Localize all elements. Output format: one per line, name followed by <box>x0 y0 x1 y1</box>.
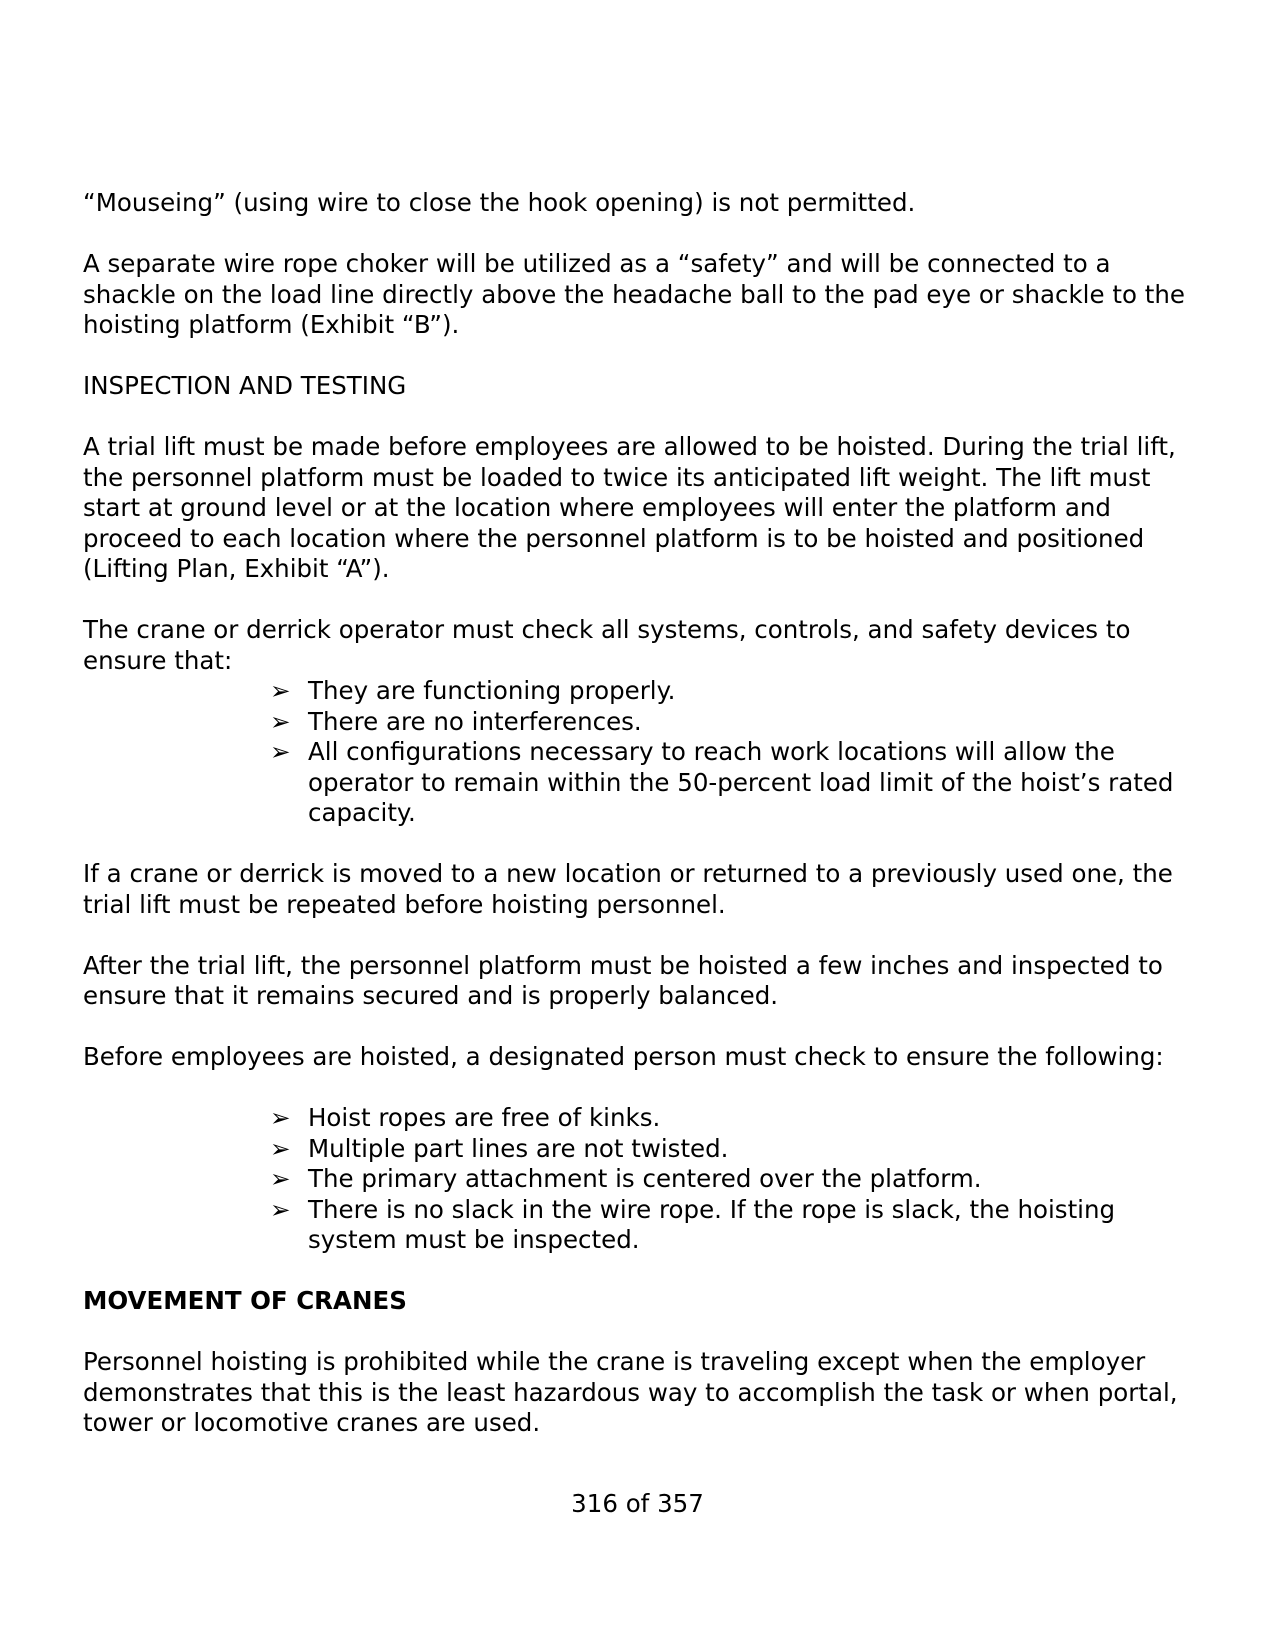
paragraph-safety-choker: A separate wire rope choker will be utilized as a “safety” and will be connected to a shackle on the load line directly above the headache ball to the pad eye or shackle to the hoisting platform (Exhibit “B”). <box>83 249 1185 339</box>
arrow-bullet-icon: ➢ <box>270 706 291 736</box>
paragraph-mouseing: “Mouseing” (using wire to close the hook opening) is not permitted. <box>83 188 916 217</box>
list-item <box>270 737 1203 829</box>
list-item-text: They are functioning properly. <box>308 676 676 705</box>
paragraph-operator-check: The crane or derrick operator must check all systems, controls, and safety devices to ensure that: <box>83 615 1131 675</box>
arrow-bullet-icon: ➢ <box>270 737 291 766</box>
paragraph-after-trial-lift: After the trial lift, the personnel platform must be hoisted a few inches and inspected to ensure that it remains secured and is properly balanced. <box>83 950 1163 1010</box>
paragraph-trial-lift: A trial lift must be made before employees are allowed to be hoisted. During the trial lift, the personnel platform must be loaded to twice its anticipated lift weight. The lift must start at ground level or at the location where employees will enter the platform and proceed to each location where the personnel platform is to be hoisted and positioned (Lifting Plan, Exhibit “A”). <box>83 432 1176 583</box>
list-item-text: The primary attachment is centered over the platform. <box>308 1164 982 1193</box>
paragraph-crane-moved: If a crane or derrick is moved to a new location or returned to a previously used one, the trial lift must be repeated before hoisting personnel. <box>83 859 1173 919</box>
list-item <box>270 676 1203 707</box>
list-item-text: Multiple part lines are not twisted. <box>308 1133 729 1163</box>
document-page <box>83 188 1203 1469</box>
list-item <box>270 707 1203 738</box>
list-item-text: Hoist ropes are free of kinks. <box>308 1103 661 1132</box>
heading-inspection-and-testing: INSPECTION AND TESTING <box>83 371 407 400</box>
paragraph-designated-person: Before employees are hoisted, a designated person must check to ensure the following: <box>83 1042 1164 1071</box>
designated-person-check-list <box>83 1103 1203 1256</box>
arrow-bullet-icon: ➢ <box>270 1133 291 1163</box>
heading-movement-of-cranes: MOVEMENT OF CRANES <box>83 1286 407 1315</box>
operator-check-list <box>83 676 1203 829</box>
list-item <box>270 1103 1203 1134</box>
list-item-text: There are no interferences. <box>308 706 642 736</box>
arrow-bullet-icon: ➢ <box>270 676 291 705</box>
list-item <box>270 1195 1203 1256</box>
arrow-bullet-icon: ➢ <box>270 1103 291 1132</box>
paragraph-personnel-hoisting: Personnel hoisting is prohibited while the crane is traveling except when the employer demonstrates that this is the least hazardous way to accomplish the task or when portal, tower or locomotive cranes are used. <box>83 1347 1178 1437</box>
page-number: 316 of 357 <box>571 1489 704 1518</box>
arrow-bullet-icon: ➢ <box>270 1194 291 1224</box>
list-item <box>270 1134 1203 1165</box>
arrow-bullet-icon: ➢ <box>270 1164 291 1193</box>
list-item <box>270 1164 1203 1195</box>
list-item-text: All configurations necessary to reach work locations will allow the operator to remain within the 50-percent load limit of the hoist’s rated capacity. <box>308 737 1174 827</box>
list-item-text: There is no slack in the wire rope. If the rope is slack, the hoisting system must be inspected. <box>308 1194 1116 1254</box>
